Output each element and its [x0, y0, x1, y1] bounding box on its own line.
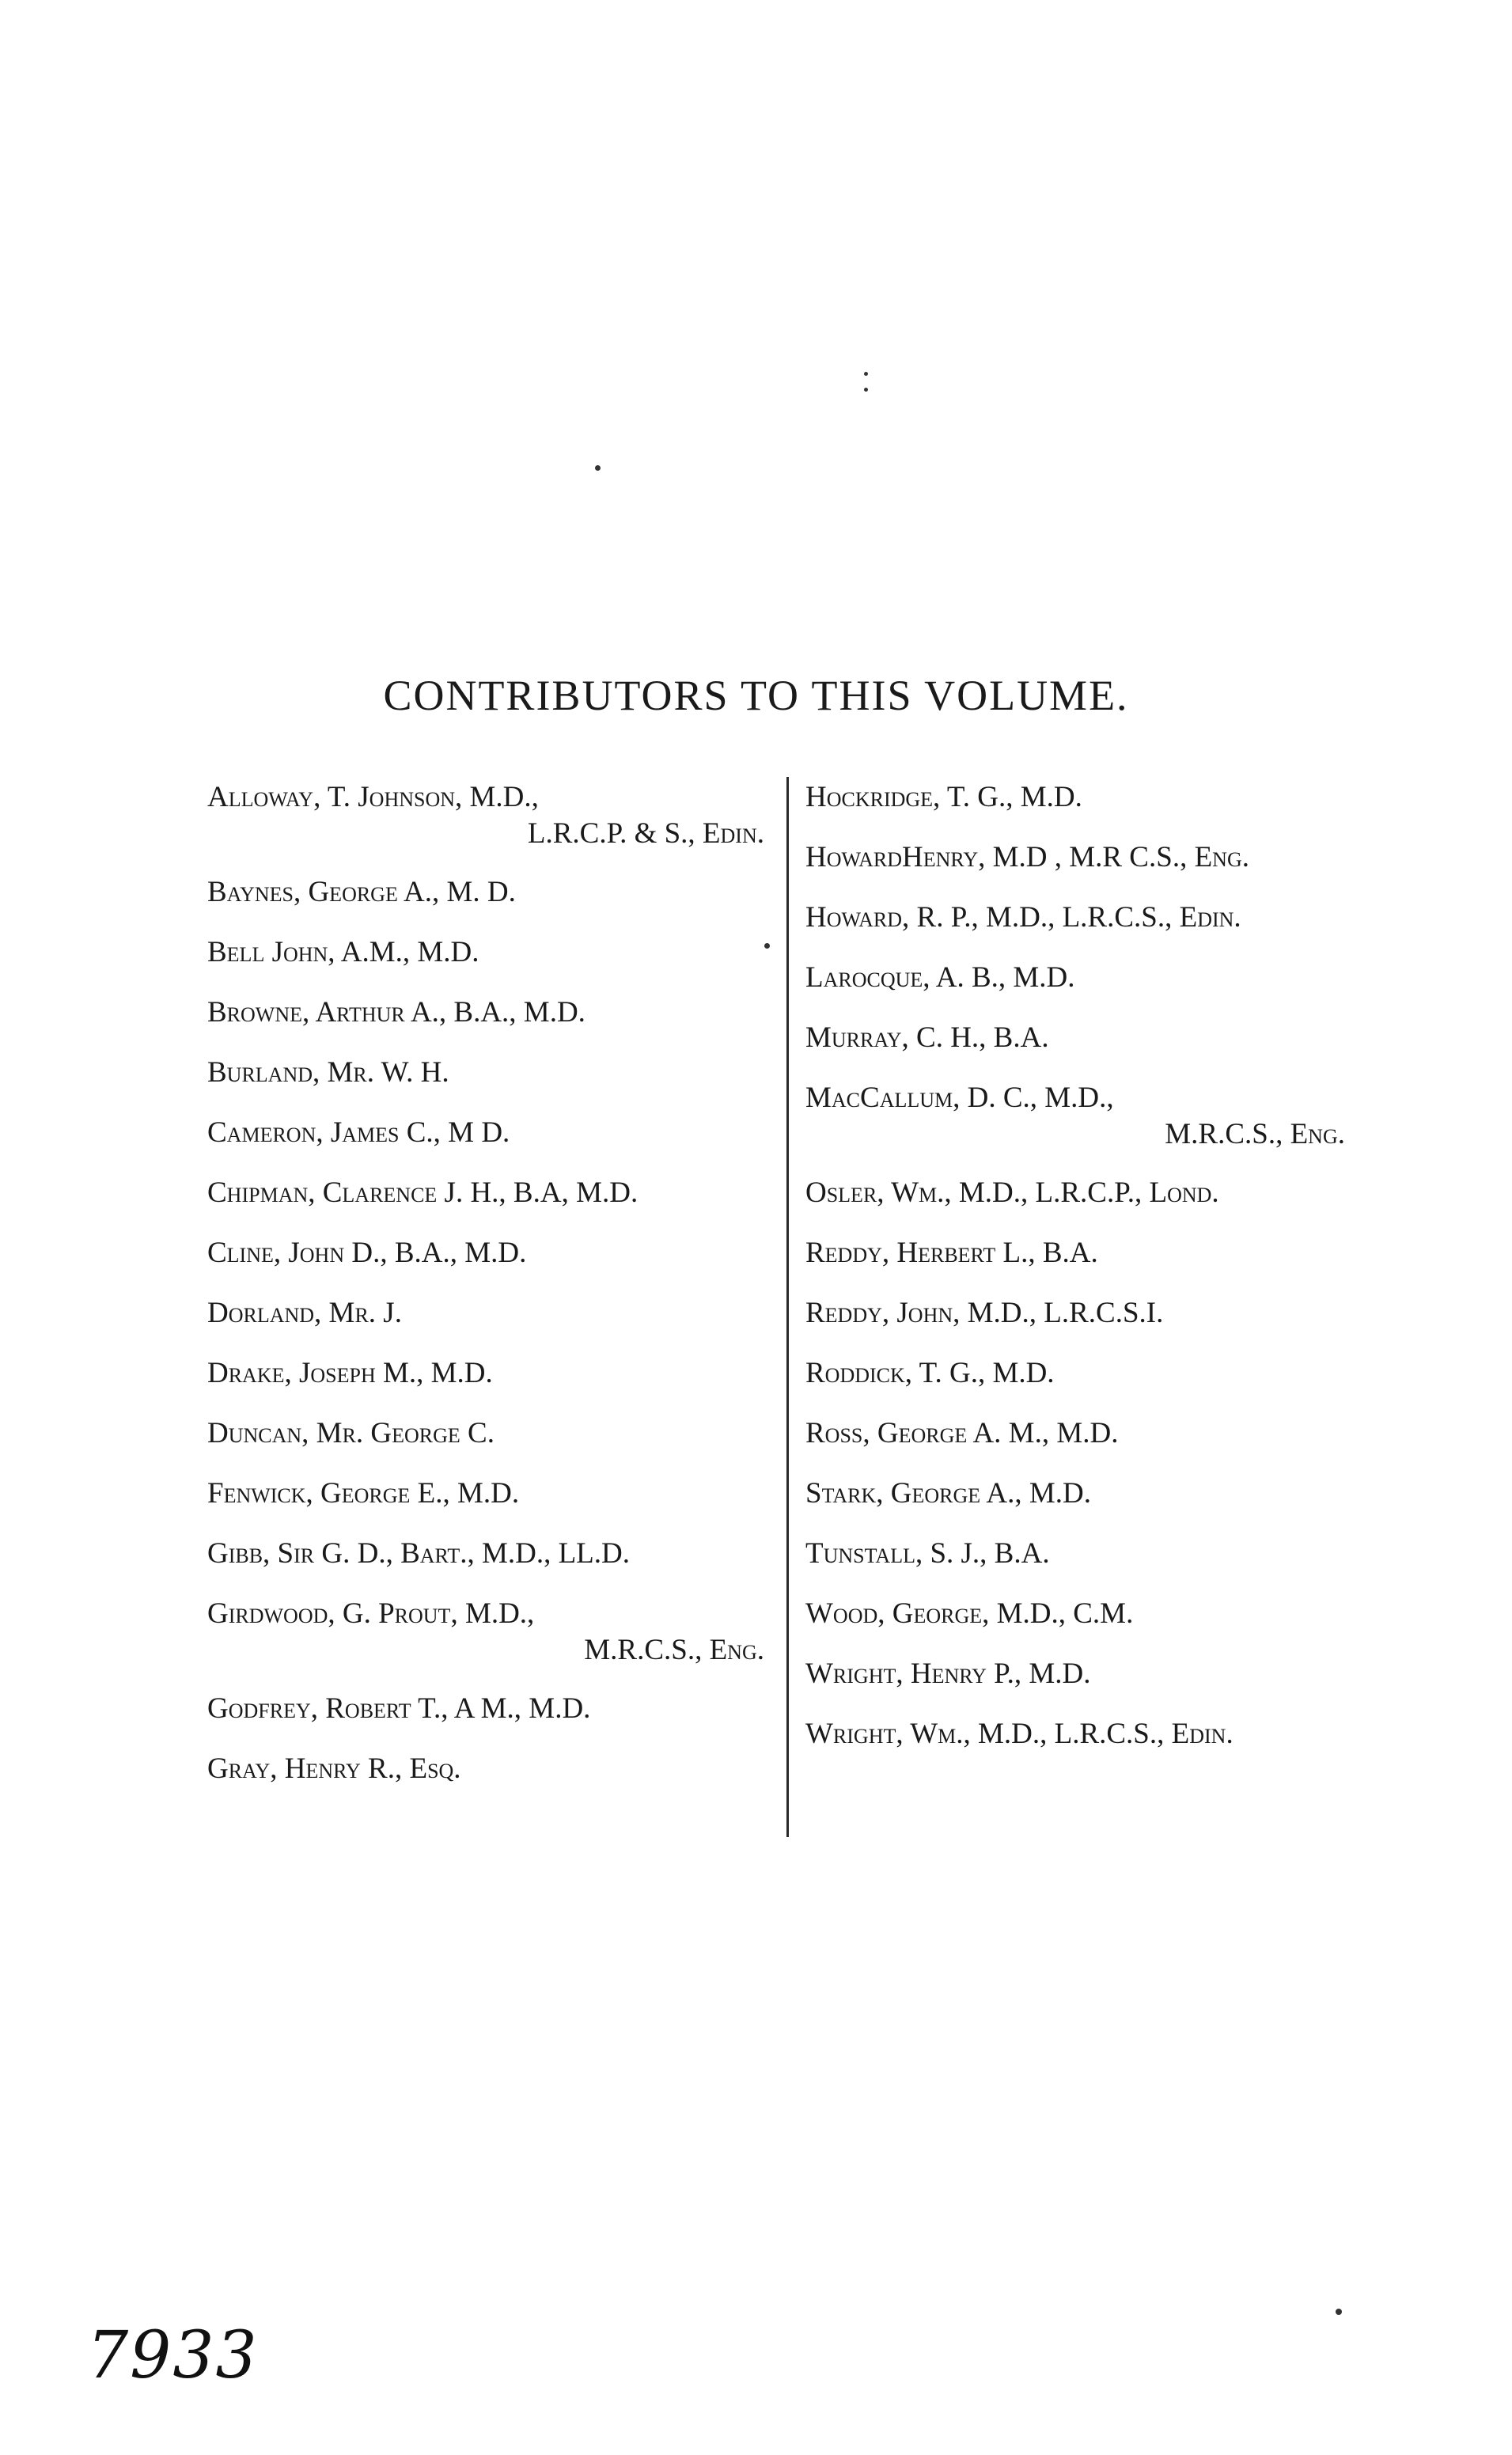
contributor-entry — [805, 1235, 1359, 1271]
contributor-name: Alloway, T. Johnson, M.D., — [207, 781, 539, 813]
print-speck — [595, 465, 601, 471]
column-divider — [786, 777, 789, 1837]
print-speck — [864, 372, 868, 376]
contributor-name: Murray, C. H., B.A. — [805, 1021, 1049, 1054]
contributor-entry — [805, 1476, 1359, 1512]
contributor-name: Larocque, A. B., M.D. — [805, 961, 1075, 994]
contributor-name: Dorland, Mr. J. — [207, 1297, 402, 1329]
contributor-name: Roddick, T. G., M.D. — [805, 1357, 1055, 1389]
contributor-entry — [805, 839, 1359, 876]
contributor-name: Browne, Arthur A., B.A., M.D. — [207, 996, 585, 1029]
contributor-name: Reddy, Herbert L., B.A. — [805, 1237, 1098, 1269]
contributor-entry — [207, 1691, 777, 1727]
contributor-name: Ross, George A. M., M.D. — [805, 1417, 1119, 1449]
contributor-name: MacCallum, D. C., M.D., — [805, 1082, 1114, 1114]
contributor-name: Duncan, Mr. George C. — [207, 1417, 495, 1449]
contributor-entry — [207, 1295, 777, 1332]
contributor-entry — [207, 1355, 777, 1392]
contributor-entry — [805, 960, 1359, 996]
contributor-name: Girdwood, G. Prout, M.D., — [207, 1597, 535, 1630]
contributor-entry — [805, 1656, 1359, 1692]
contributor-entry — [805, 1080, 1359, 1153]
contributor-entry — [207, 1415, 777, 1452]
contributor-entry — [207, 1536, 777, 1572]
contributor-entry — [805, 900, 1359, 936]
contributor-name: Godfrey, Robert T., A M., M.D. — [207, 1692, 591, 1725]
contributor-name: Cameron, James C., M D. — [207, 1116, 510, 1149]
contributor-entry — [207, 1596, 777, 1669]
contributor-entry — [207, 1055, 777, 1091]
contributor-name: Wright, Wm., M.D., L.R.C.S., Edin. — [805, 1718, 1233, 1750]
contributor-entry — [805, 1175, 1359, 1211]
contributor-entry — [207, 1235, 777, 1271]
contributor-name: Howard, R. P., M.D., L.R.C.S., Edin. — [805, 901, 1241, 934]
contributor-name: Hockridge, T. G., M.D. — [805, 781, 1082, 813]
contributor-name: Chipman, Clarence J. H., B.A, M.D. — [207, 1176, 639, 1209]
contributor-name: Reddy, John, M.D., L.R.C.S.I. — [805, 1297, 1164, 1329]
contributor-credentials: L.R.C.P. & S., Edin. — [527, 817, 764, 850]
contributor-entry — [207, 1175, 777, 1211]
contributor-name: Cline, John D., B.A., M.D. — [207, 1237, 527, 1269]
contributor-entry — [805, 1536, 1359, 1572]
contributors-right-column — [805, 779, 1359, 1776]
contributor-entry — [207, 874, 777, 911]
print-speck — [864, 388, 868, 392]
print-speck — [1336, 2309, 1342, 2315]
contributor-entry — [207, 1751, 777, 1787]
contributor-name: Tunstall, S. J., B.A. — [805, 1537, 1050, 1570]
contributor-name: Osler, Wm., M.D., L.R.C.P., Lond. — [805, 1176, 1219, 1209]
contributor-entry — [207, 1115, 777, 1151]
contributor-name: Gray, Henry R., Esq. — [207, 1752, 461, 1785]
contributor-name: Bell John, A.M., M.D. — [207, 936, 479, 968]
contributor-name: Burland, Mr. W. H. — [207, 1056, 449, 1089]
page-title: CONTRIBUTORS TO THIS VOLUME. — [383, 672, 1129, 719]
contributor-name: Fenwick, George E., M.D. — [207, 1477, 520, 1510]
contributor-entry — [207, 934, 777, 971]
contributor-entry — [805, 1020, 1359, 1056]
contributor-name: Stark, George A., M.D. — [805, 1477, 1091, 1510]
contributor-entry — [805, 1355, 1359, 1392]
contributor-name: HowardHenry, M.D , M.R C.S., Eng. — [805, 841, 1249, 873]
contributor-credentials: M.R.C.S., Eng. — [584, 1634, 764, 1666]
contributor-name: Gibb, Sir G. D., Bart., M.D., LL.D. — [207, 1537, 630, 1570]
contributor-entry — [805, 1596, 1359, 1632]
contributor-entry — [207, 1476, 777, 1512]
contributor-credentials: M.R.C.S., Eng. — [1165, 1118, 1345, 1150]
contributor-name: Drake, Joseph M., M.D. — [207, 1357, 493, 1389]
handwritten-accession-number: 7933 — [87, 2318, 259, 2393]
contributors-left-column — [207, 779, 777, 1811]
contributor-name: Wright, Henry P., M.D. — [805, 1658, 1091, 1690]
contributor-name: Baynes, George A., M. D. — [207, 876, 516, 908]
contributor-name: Wood, George, M.D., C.M. — [805, 1597, 1134, 1630]
contributor-entry — [805, 1716, 1359, 1752]
contributor-entry — [805, 779, 1359, 816]
contributor-entry — [207, 779, 777, 852]
contributor-entry — [805, 1295, 1359, 1332]
contributor-entry — [207, 995, 777, 1031]
contributor-entry — [805, 1415, 1359, 1452]
